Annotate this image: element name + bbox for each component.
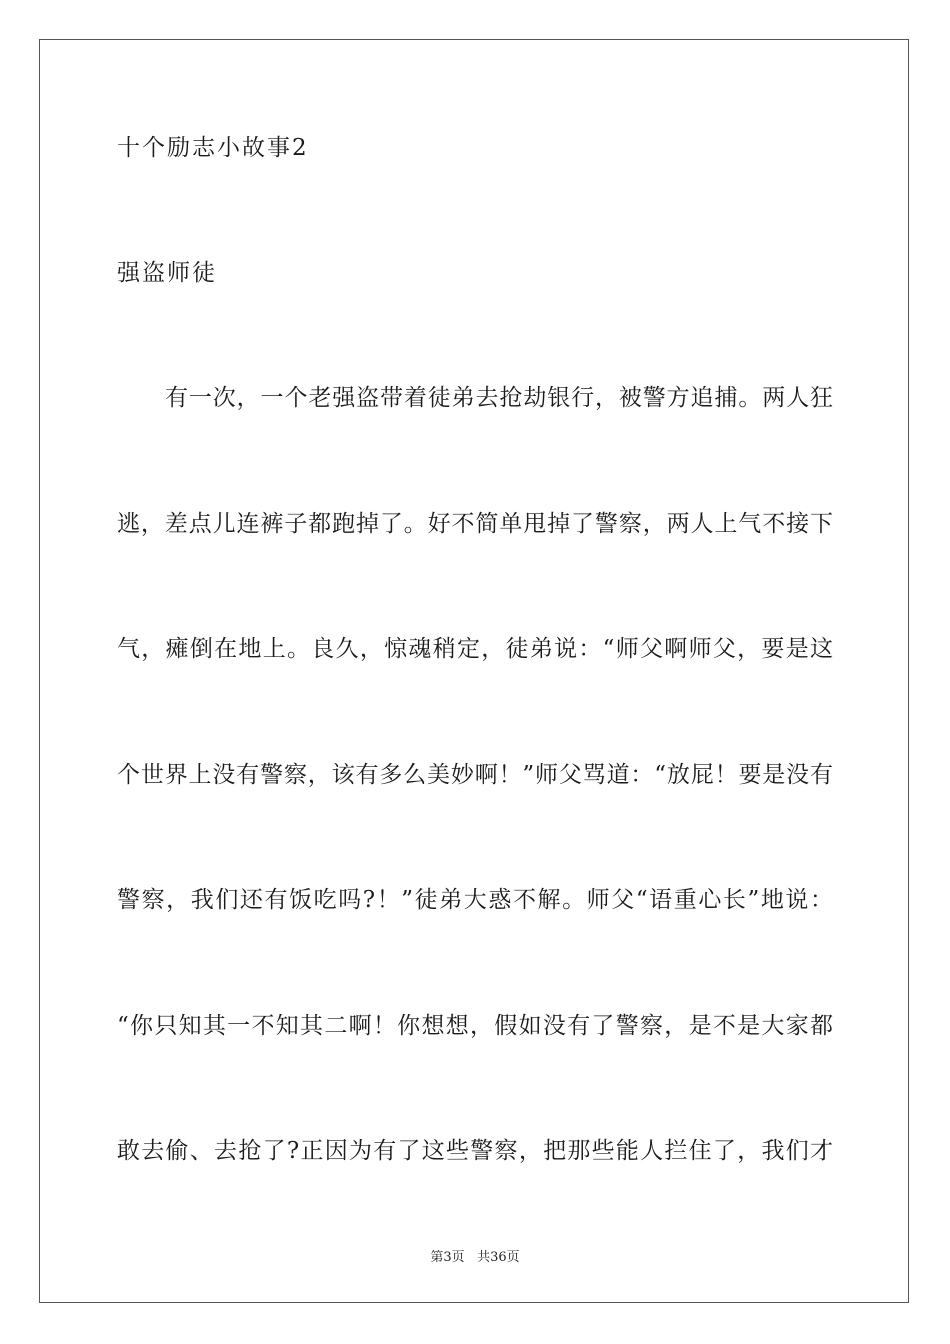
page-footer: [0, 1246, 950, 1265]
paragraph-line: 敢去偷、去抢了?正因为有了这些警察，把那些能人拦住了，我们才: [117, 1138, 833, 1164]
paragraph-line: 气，瘫倒在地上。良久，惊魂稍定，徒弟说：“师父啊师父，要是这: [117, 636, 833, 662]
page-number: 第3页: [430, 1250, 465, 1265]
paragraph-line: 有一次，一个老强盗带着徒弟去抢劫银行，被警方追捕。两人狂: [165, 385, 833, 411]
paragraph-line: 个世界上没有警察，该有多么美妙啊！”师父骂道：“放屁！要是没有: [117, 762, 833, 788]
page-border: [39, 39, 909, 1303]
total-pages: 共36页: [477, 1250, 520, 1265]
document-title: 十个励志小故事2: [117, 135, 309, 161]
paragraph-line: 逃，差点儿连裤子都跑掉了。好不简单甩掉了警察，两人上气不接下: [117, 511, 833, 537]
paragraph-line: 警察，我们还有饭吃吗?！”徒弟大惑不解。师父“语重心长”地说：: [117, 887, 833, 913]
paragraph-line: “你只知其一不知其二啊！你想想，假如没有了警察，是不是大家都: [117, 1013, 833, 1039]
story-title: 强盗师徒: [117, 260, 217, 286]
